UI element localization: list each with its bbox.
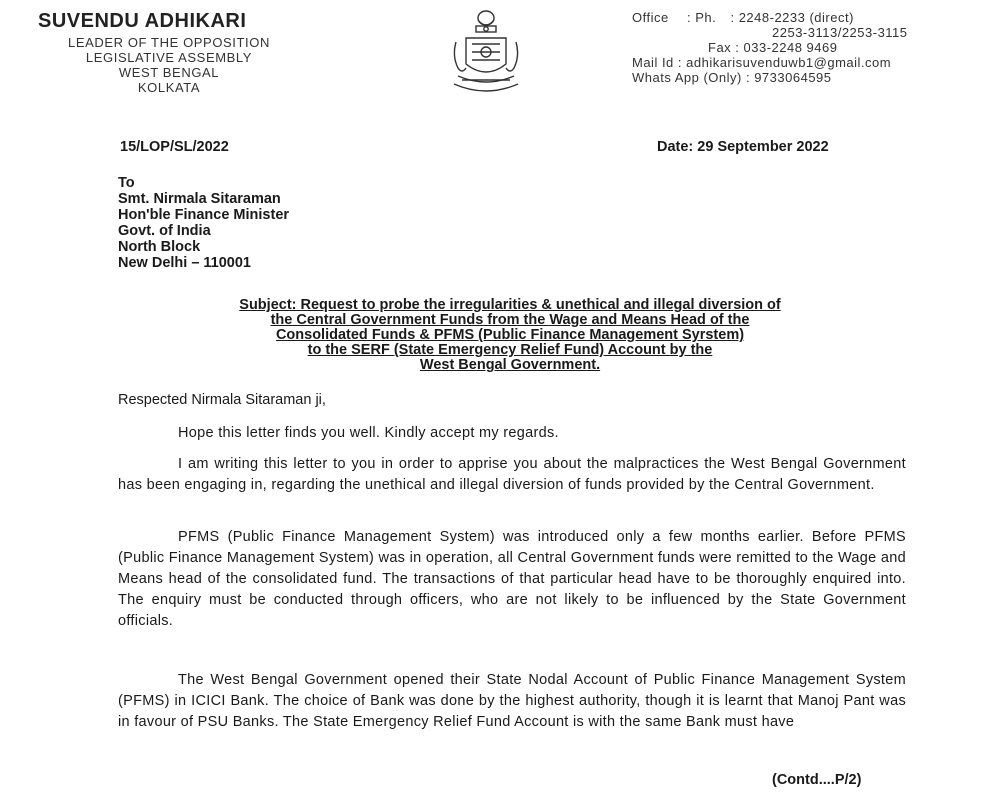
sender-title: LEADER OF THE OPPOSITION [68, 35, 270, 50]
sender-name: SUVENDU ADHIKARI [38, 10, 247, 32]
fax-number: Fax : 033-2248 9469 [708, 40, 838, 55]
subject-line: Subject: Request to probe the irregularities & unethical and illegal diversion of [239, 297, 781, 313]
recipient-org: Govt. of India [118, 223, 211, 239]
letter-date: Date: 29 September 2022 [657, 139, 829, 155]
paragraph-text: I am writing this letter to you in order to apprise you about the malpractices the West Bengal Government has been engaging in, regarding the unethical and illegal diversion of funds provided by the Central Government. [118, 456, 906, 493]
contact-office-row [632, 10, 992, 25]
phone-direct: : 2248-2233 (direct) [730, 10, 854, 25]
subject-line: the Central Government Funds from the Wage and Means Head of the [270, 312, 750, 328]
subject-line: to the SERF (State Emergency Relief Fund) Account by the [307, 342, 713, 358]
sender-city: KOLKATA [137, 80, 201, 95]
paragraph-text: PFMS (Public Finance Management System) was introduced only a few months earlier. Before PFMS (Public Finance Management System) was in operation, all Central Government funds were remitted to the Wage and Means head of the consolidated fund. The transactions of that particular head have to be thoroughly enquired into. The enquiry must be conducted through officers, who are not likely to be influenced by the State Government officials. [118, 529, 906, 629]
letterhead-contact [632, 10, 992, 85]
office-label: Office [632, 10, 669, 25]
sender-state: WEST BENGAL [118, 65, 220, 80]
body-paragraph [118, 423, 906, 444]
body-paragraph [118, 454, 906, 496]
paragraph-text: The West Bengal Government opened their State Nodal Account of Public Finance Management System (PFMS) in ICICI Bank. The choice of Bank was done by the highest authority, though it is learnt that Manoj Pant was in favour of PSU Banks. The State Emergency Relief Fund Account is with the same Bank must have [118, 672, 906, 730]
address-to: To [118, 175, 135, 191]
subject-line: Consolidated Funds & PFMS (Public Finance Management Syrstem) [275, 327, 745, 343]
whatsapp-number: Whats App (Only) : 9733064595 [632, 70, 832, 85]
subject-line: West Bengal Government. [419, 357, 601, 373]
recipient-title: Hon'ble Finance Minister [118, 207, 290, 223]
continued-marker: (Contd....P/2) [772, 772, 862, 788]
phone-secondary: 2253-3113/2253-3115 [772, 25, 908, 40]
state-emblem-icon [448, 8, 524, 100]
letter-subject [112, 298, 908, 373]
body-paragraph [118, 527, 906, 632]
recipient-building: North Block [118, 239, 201, 255]
recipient-name: Smt. Nirmala Sitaraman [118, 191, 281, 207]
salutation: Respected Nirmala Sitaraman ji, [118, 392, 326, 408]
recipient-address [118, 175, 289, 271]
paragraph-text: Hope this letter finds you well. Kindly accept my regards. [178, 425, 559, 441]
phone-label: : Ph. [686, 10, 717, 25]
recipient-city: New Delhi – 110001 [118, 255, 251, 271]
letterhead-sender [38, 10, 300, 95]
mail-id: Mail Id : adhikarisuvenduwb1@gmail.com [632, 55, 892, 70]
sender-body: LEGISLATIVE ASSEMBLY [85, 50, 253, 65]
body-paragraph [118, 670, 906, 733]
reference-number: 15/LOP/SL/2022 [120, 139, 229, 155]
